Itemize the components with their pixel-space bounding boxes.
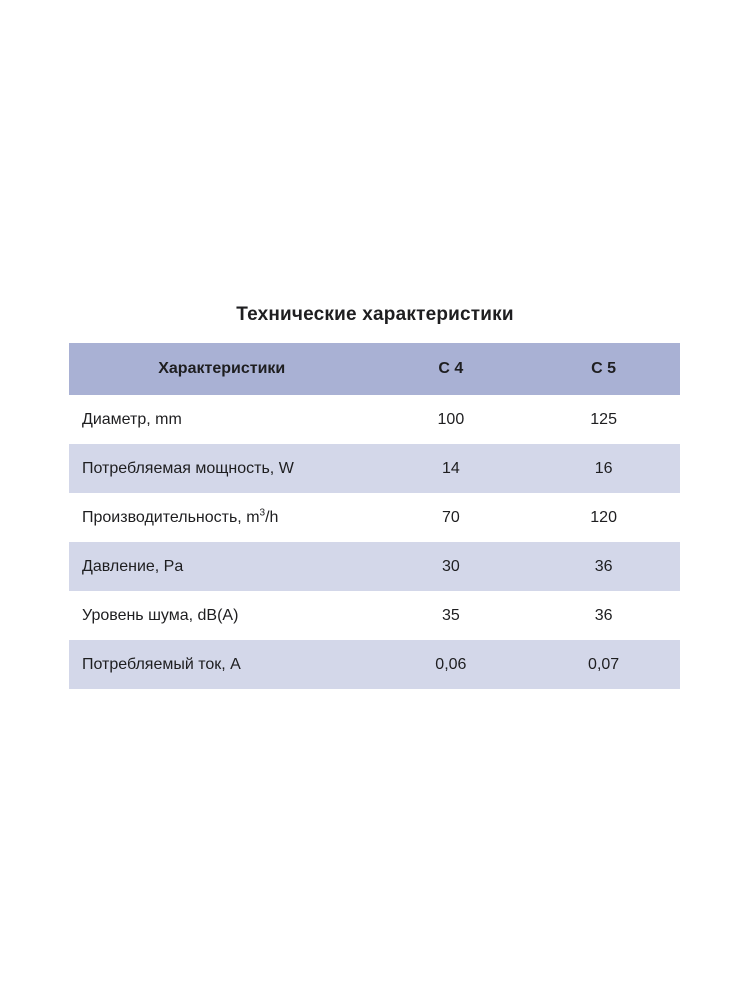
cell-value: 125 [590,410,617,428]
cell-value: 30 [441,557,460,575]
cell-value: 120 [590,508,617,526]
table-row [69,395,680,444]
cell-value: 14 [441,459,460,477]
row-label: Давление, Pa [82,557,184,575]
cell-value: 0,07 [588,655,620,673]
table-header-row [69,343,680,395]
cell-value: 0,06 [435,655,467,673]
superscript: 3 [259,507,266,519]
column-header-c4: C 4 [375,343,528,395]
table-row [69,493,680,542]
column-header-c5: C 5 [527,343,680,395]
table-body [69,395,680,689]
page-title: Технические характеристики [236,304,514,325]
table-row [69,640,680,689]
table-row [69,542,680,591]
cell-value: 35 [441,606,460,624]
row-label: Потребляемая мощность, W [82,459,294,477]
specs-table [69,343,680,689]
cell-value: 36 [594,557,613,575]
cell-value: 16 [594,459,613,477]
row-label: Диаметр, mm [82,410,182,428]
cell-value: 100 [437,410,465,428]
table-row [69,444,680,493]
row-label: Уровень шума, dB(A) [82,606,239,624]
table-row [69,591,680,640]
row-label: Производительность, $m^3/h$ [82,507,279,526]
row-label: Потребляемый ток, А [82,655,241,673]
cell-value: 36 [594,606,613,624]
cell-value: 70 [441,508,460,526]
column-header-characteristics: Характеристики [69,343,375,395]
